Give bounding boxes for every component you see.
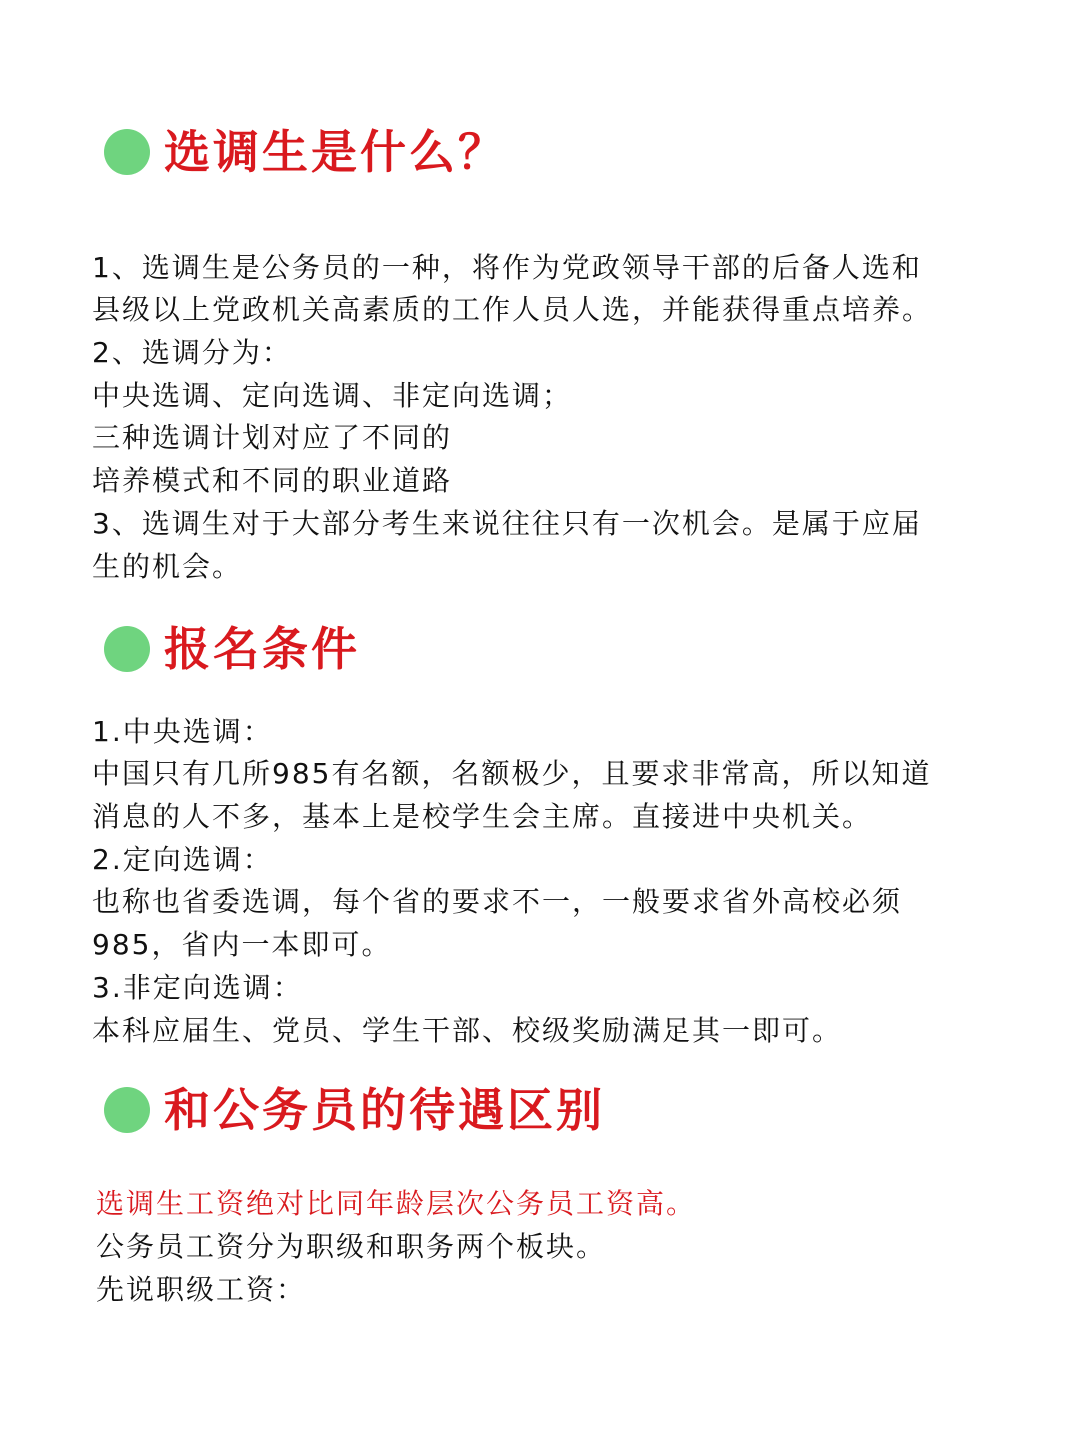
section-heading-requirements <box>104 614 360 684</box>
highlight-line: 选调生工资绝对比同年龄层次公务员工资高。 <box>96 1187 697 1220</box>
text-line: 公务员工资分为职级和职务两个板块。 <box>96 1230 607 1263</box>
green-bullet-icon <box>104 626 150 672</box>
text-line: 生的机会。 <box>92 550 243 583</box>
section-heading-salary-difference <box>104 1075 605 1145</box>
text-line: 985，省内一本即可。 <box>92 928 392 961</box>
text-line: 3、选调生对于大部分考生来说往往只有一次机会。是属于应届 <box>92 507 922 540</box>
section-title: 报名条件 <box>164 622 360 676</box>
text-line: 三种选调计划对应了不同的 <box>92 421 453 454</box>
text-line: 培养模式和不同的职业道路 <box>92 464 453 497</box>
text-line: 本科应届生、党员、学生干部、校级奖励满足其一即可。 <box>92 1014 843 1047</box>
section-heading-what-is <box>104 117 507 187</box>
text-line: 2、选调分为： <box>92 336 292 369</box>
text-line: 先说职级工资： <box>96 1273 307 1306</box>
text-line: 2.定向选调： <box>92 843 273 876</box>
text-line: 中央选调、定向选调、非定向选调； <box>92 379 573 412</box>
text-line: 中国只有几所985有名额，名额极少，且要求非常高，所以知道 <box>92 757 932 790</box>
green-bullet-icon <box>104 129 150 175</box>
text-line: 1.中央选调： <box>92 715 273 748</box>
text-line: 3.非定向选调： <box>92 971 303 1004</box>
text-line: 消息的人不多，基本上是校学生会主席。直接进中央机关。 <box>92 800 873 833</box>
text-line: 1、选调生是公务员的一种，将作为党政领导干部的后备人选和 <box>92 251 922 284</box>
text-line: 也称也省委选调，每个省的要求不一，一般要求省外高校必须 <box>92 885 903 918</box>
text-line: 县级以上党政机关高素质的工作人员人选，并能获得重点培养。 <box>92 293 933 326</box>
section-title: 和公务员的待遇区别 <box>164 1083 605 1137</box>
green-bullet-icon <box>104 1087 150 1133</box>
section-title: 选调生是什么？ <box>164 125 507 179</box>
